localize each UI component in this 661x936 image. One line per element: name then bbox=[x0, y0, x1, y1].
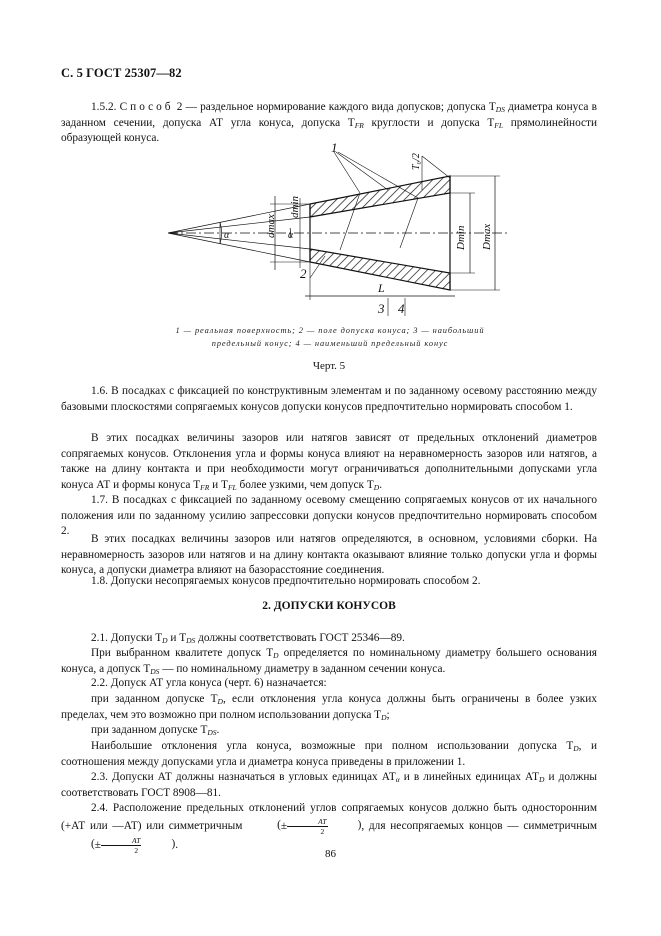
paragraph-2-2: 2.2. Допуск АТ угла конуса (черт. 6) назначается: bbox=[91, 677, 327, 689]
label-dmax: dmax bbox=[265, 214, 277, 238]
paragraph-2-2-b: при заданном допуске $T_D$, если отклонения угла конуса должны быть ограничены в более узких пределах, чем это возможно при полном использовании допуска $T_D$; bbox=[61, 693, 597, 722]
paragraph-2-1-b: При выбранном квалитете допуск $T_D$ определяется по номинальному диаметру большего основания конуса, а допуск $T_{DS}$ — по номинальному диаметру в заданном сечении конуса. bbox=[61, 647, 597, 676]
section-title: 2. ДОПУСКИ КОНУСОВ bbox=[262, 600, 396, 612]
paragraph-1-7-b: В этих посадках величины зазоров или натягов определяются, в основном, условиями сборки. На неравномерность зазоров или натягов и на длину контакта оказывают влияние только допуски угла и формы конуса, а допуски диаметра влияют на базорасстояние соединения. bbox=[61, 533, 597, 577]
frac-symmetric-1: (± $\frac{AT}{2}$ ) bbox=[277, 816, 362, 836]
page-number: 86 bbox=[325, 848, 336, 860]
paragraph-1-8: 1.8. Допуски несопрягаемых конусов предпочтительно нормировать способом 2. bbox=[91, 575, 481, 587]
label-Dmax: Dmax bbox=[481, 223, 493, 250]
figure-label: Черт. 5 bbox=[312, 360, 346, 372]
figure-caption: 1 — реальная поверхность; 2 — поле допуска конуса; 3 — наибольший предельный конус; 4 — наименьший предельный конус bbox=[175, 326, 485, 348]
paragraph-2-1: 2.1. Допуски $T_D$ и $T_{DS}$ должны соответствовать ГОСТ 25346—89. bbox=[91, 632, 405, 645]
paragraph-2-2-c: при заданном допуске $T_{DS}$. bbox=[91, 724, 220, 737]
page-header: С. 5 ГОСТ 25307—82 bbox=[61, 66, 182, 80]
label-dmin: dmin bbox=[289, 196, 301, 218]
label-4: 4 bbox=[398, 301, 405, 316]
label-alpha-2: α bbox=[288, 230, 294, 241]
paragraph-1-7: 1.7. В посадках с фиксацией по заданному осевому смещению сопрягаемых конусов от их начального положения или по заданному усилию запрессовки допуски конусов предпочтительно нормировать способом 2. bbox=[61, 494, 597, 538]
label-3: 3 bbox=[378, 301, 385, 316]
label-alpha-1: α bbox=[224, 230, 230, 241]
paragraph-1-6: 1.6. В посадках с фиксацией по конструктивным элементам и по заданному осевому расстоянию между базовыми плоскостями сопрягаемых конусов допуски конусов предпочтительно нормировать способом 1. bbox=[61, 385, 597, 413]
paragraph-2-2-d: Наибольшие отклонения угла конуса, возможные при полном использовании допуска $T_D$, и соотношения между допусками угла и диаметра конуса приведены в приложении 1. bbox=[61, 740, 597, 768]
paragraph-2-4: 2.4. Расположение предельных отклонений углов сопрягаемых конусов должно быть односторонним (+АТ или —АТ) или симметричным (± $\frac{AT}{2}$ ), для несопрягаемых концов — симметричным (± $\frac{AT}{2}$ ). bbox=[61, 802, 597, 855]
label-L: L bbox=[378, 281, 385, 295]
frac-symmetric-2: (± $\frac{AT}{2}$ ) bbox=[91, 835, 176, 855]
cone-tolerance-diagram bbox=[160, 138, 520, 318]
label-td2: T₀/2 bbox=[411, 153, 422, 170]
label-Dmin: Dmin bbox=[455, 225, 467, 250]
paragraph-2-3: 2.3. Допуски АТ должны назначаться в угловых единицах $АТ_\alpha$ и в линейных единицах $АТ_D$ и должны соответствовать ГОСТ 8908—81. bbox=[61, 771, 597, 799]
paragraph-1-5-2: 1.5.2. Способ 2 — раздельное нормирование каждого вида допусков; допуска $T_{DS}$ диаметра конуса в заданном сечении, допуска АТ угла конуса, допуска $T_{FR}$ круглости и допуска $T_{FL}$ прямолинейности образующей конуса. bbox=[61, 101, 597, 145]
paragraph-1-6-b: В этих посадках величины зазоров или натягов зависят от предельных отклонений диаметров сопрягаемых конусов. Отклонения угла и формы конуса влияют на неравномерность зазоров или натягов, а также на длину контакта и при необходимости могут ограничиваться дополнительными допусками угла конуса АТ и формы конуса $T_{FR}$ и $T_{FL}$ более узкими, чем допуск $T_D$. bbox=[61, 432, 597, 492]
label-2: 2 bbox=[300, 266, 307, 281]
label-1: 1 bbox=[331, 140, 338, 155]
